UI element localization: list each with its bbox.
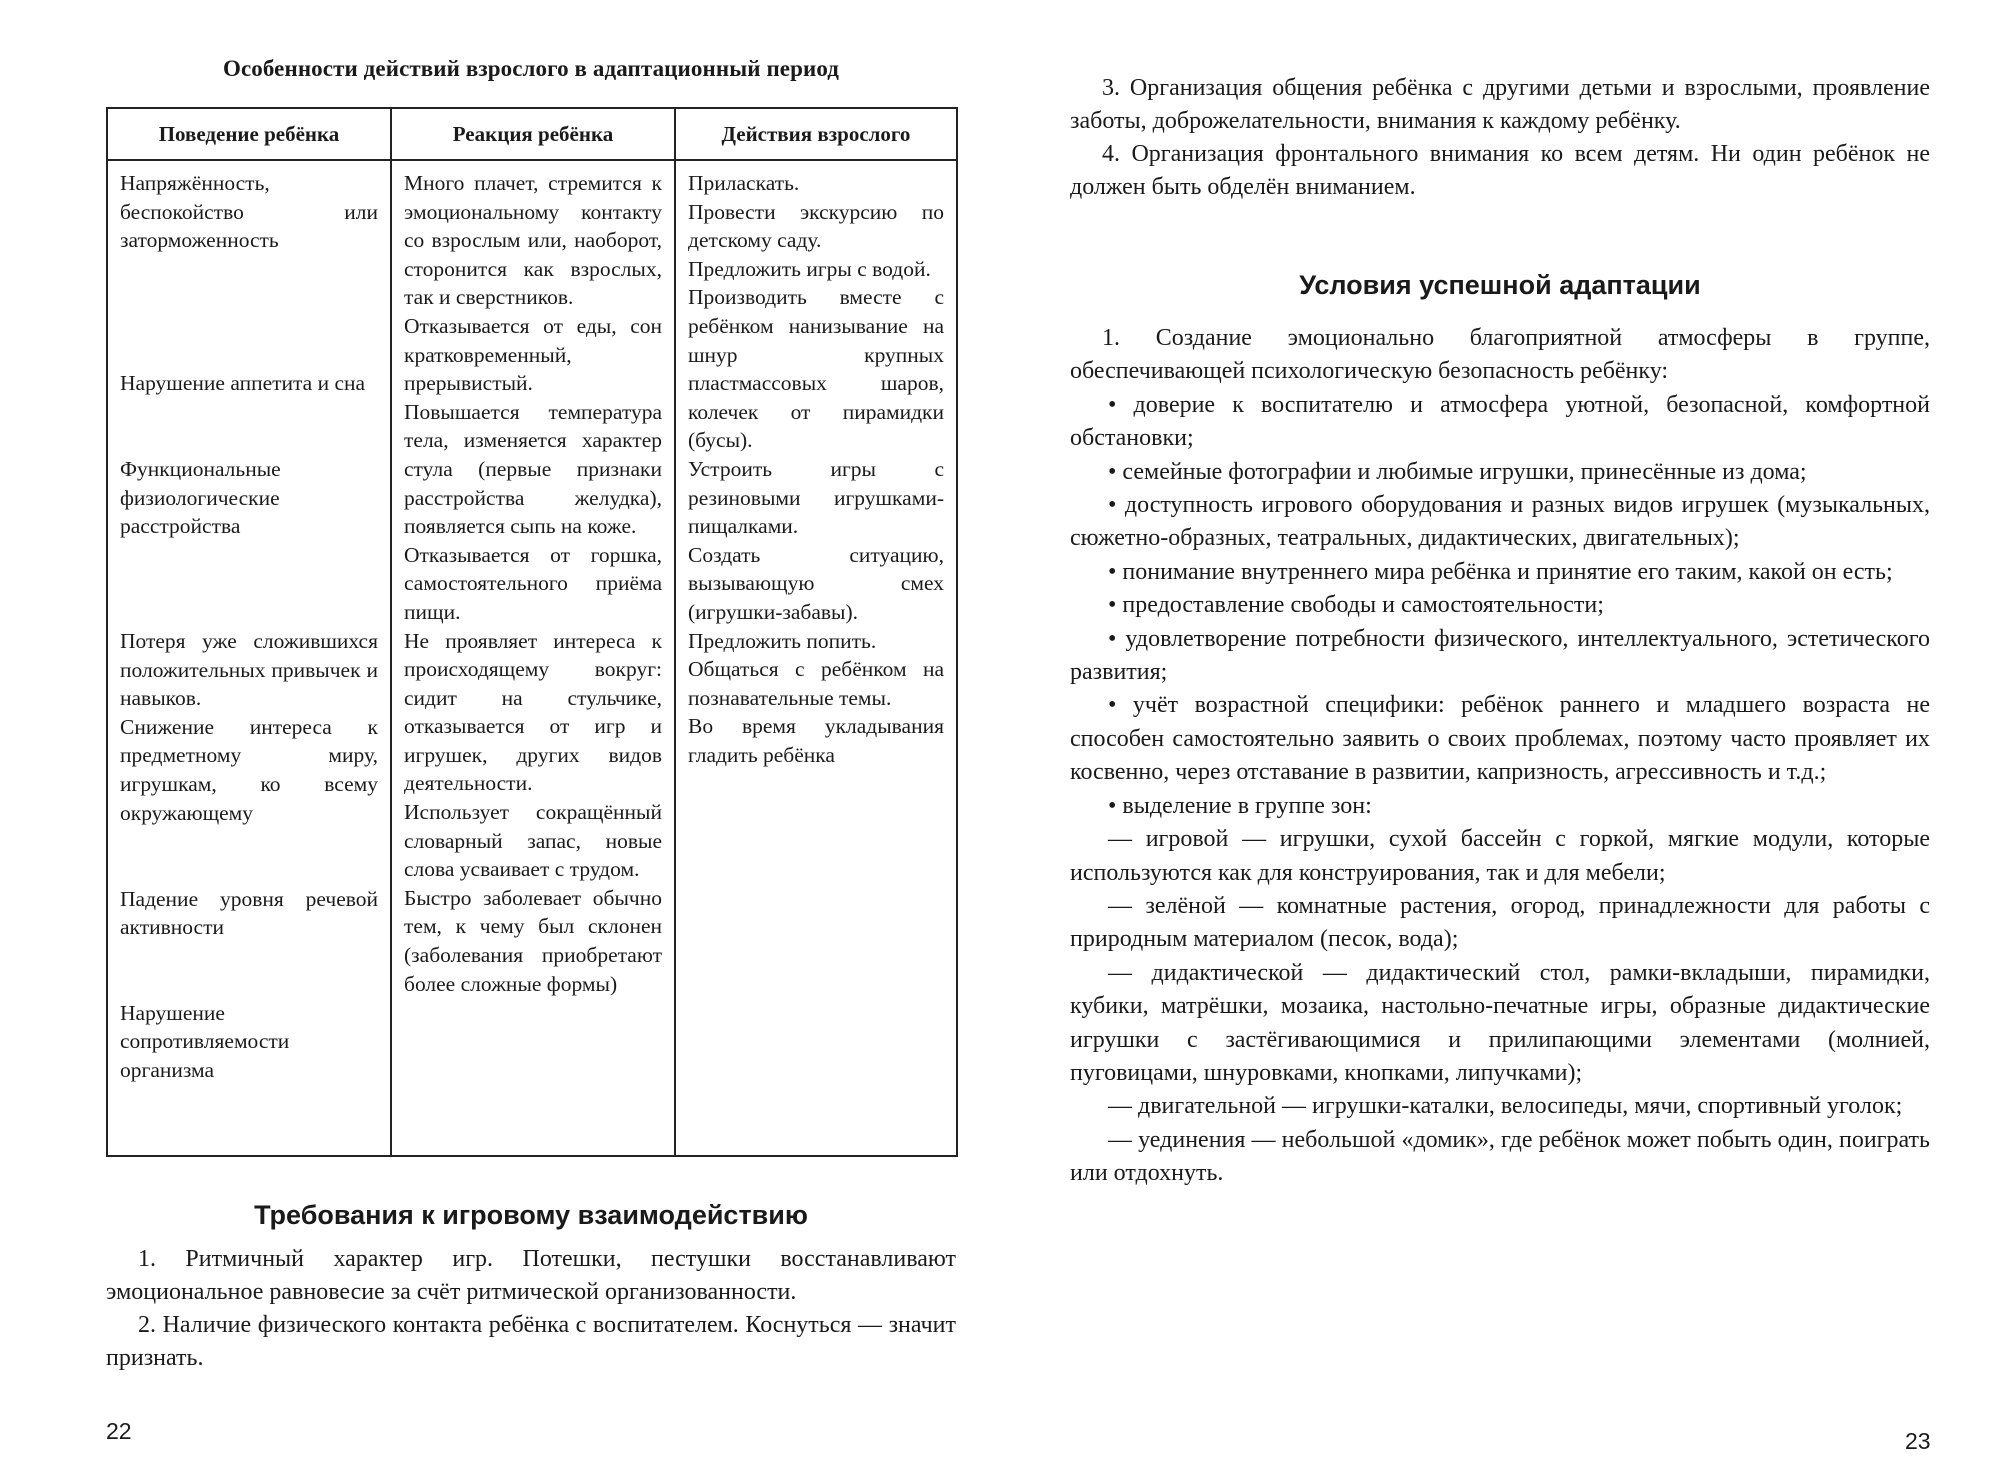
header-reaction: Реакция ребёнка (391, 108, 675, 160)
table-title: Особенности действий взрослого в адаптационный период (222, 56, 840, 81)
zone-item: — двигательной — игрушки-каталки, велосипеды, мячи, спортивный уголок; (1108, 1093, 1903, 1120)
zone-item: — дидактической — дидактический стол, рамки-вкладыши, пирамидки, кубики, матрёшки, мозаика, настольно-печатные игры, образные дидактические игрушки с застёгивающимися и прилипающими элементами (молнией, пуговицами, шнуровками, кнопками, липучками); (1070, 959, 1930, 1086)
paragraph: 3. Организация общения ребёнка с другими детьми и взрослыми, проявление заботы, доброжелательности, внимания к каждому ребёнку. (1070, 75, 1930, 134)
reaction-item: Отказывается от еды, сон кратковременный, прерывистый. (404, 313, 662, 396)
bullet-item: • учёт возрастной специфики: ребёнок раннего и младшего возраста не способен самостоятельно заявить о своих проблемах, поэтому часто проявляет их косвенно, через отставание в развитии, капризность, агрессивность и т.д.; (1070, 692, 1930, 786)
bullet-item: • удовлетворение потребности физического, интеллектуального, эстетического развития; (1070, 625, 1930, 686)
paragraph: 2. Наличие физического контакта ребёнка с воспитателем. Коснуться — значит признать. (106, 1312, 956, 1371)
behavior-item: Снижение интереса к предметному миру, игрушкам, ко всему окружающему (120, 714, 378, 825)
bullet-item: • понимание внутреннего мира ребёнка и принятие его таким, какой он есть; (1108, 558, 1893, 585)
section-heading: Условия успешной адаптации (1299, 270, 1701, 300)
page-number: 22 (106, 1418, 132, 1444)
right-page (1000, 0, 2000, 1484)
game-requirements-text (106, 1243, 956, 1375)
bullet-item: • выделение в группе зон: (1108, 792, 1372, 819)
actions-column (675, 160, 957, 1156)
action-item: Предложить попить. (688, 628, 877, 653)
section-heading: Требования к игровому взаимодействию (254, 1200, 808, 1230)
reaction-column (391, 160, 675, 1156)
bullet-item: • предоставление свободы и самостоятельности; (1108, 592, 1604, 619)
reaction-item: Не проявляет интереса к происходящему вокруг: сидит на стульчике, отказывается от игр и игрушек, других видов деятельности. (404, 628, 662, 796)
page-number: 23 (1905, 1428, 1931, 1454)
behavior-item: Нарушение сопротивляемости организма (120, 1000, 290, 1082)
behavior-item: Напряжённость, беспокойство или заторможенность (120, 171, 378, 253)
bullet-item: • доступность игрового оборудования и разных видов игрушек (музыкальных, сюжетно-образных, театральных, дидактических, двигательных); (1070, 492, 1930, 552)
bullet-item: • семейные фотографии и любимые игрушки, принесённые из дома; (1108, 458, 1807, 485)
action-item: Провести экскурсию по детскому саду. (688, 199, 944, 253)
action-item: Создать ситуацию, вызывающую смех (игрушки-забавы). (688, 542, 944, 624)
reaction-item: Много плачет, стремится к эмоциональному контакту со взрослым или, наоборот, сторонится как взрослых, так и сверстников. (404, 171, 662, 310)
behavior-item: Нарушение аппетита и сна (120, 371, 366, 395)
intro-paragraph: 1. Создание эмоционально благоприятной атмосферы в группе, обеспечивающей психологическую безопасность ребёнку: (1070, 325, 1930, 385)
action-item: Производить вместе с ребёнком нанизывание на шнур крупных пластмассовых шаров, колечек от пирамидки (бусы). (688, 285, 944, 453)
paragraph: 1. Ритмичный характер игр. Потешки, пестушки восстанавливают эмоциональное равновесие за счёт ритмической организованности. (106, 1246, 956, 1305)
bullet-item: • доверие к воспитателю и атмосфера уютной, безопасной, комфортной обстановки; (1070, 391, 1930, 452)
left-page (0, 0, 990, 1484)
reaction-item: Использует сокращённый словарный запас, новые слова усваивает с трудом. (404, 800, 662, 882)
reaction-item: Отказывается от горшка, самостоятельного приёма пищи. (404, 542, 662, 624)
header-behavior: Поведение ребёнка (107, 108, 391, 160)
continued-list (1070, 72, 1930, 204)
zone-item: — уединения — небольшой «домик», где ребёнок может побыть один, поиграть или отдохнуть. (1070, 1126, 1930, 1187)
zone-item: — зелёной — комнатные растения, огород, принадлежности для работы с природным материалом (песок, вода); (1070, 892, 1930, 953)
zone-item: — игровой — игрушки, сухой бассейн с горкой, мягкие модули, которые используются как для конструирования, так и для мебели; (1070, 826, 1930, 886)
behavior-item: Падение уровня речевой активности (120, 886, 378, 940)
action-item: Приласкать. (688, 171, 800, 195)
header-actions: Действия взрослого (675, 108, 957, 160)
action-item: Во время укладывания гладить ребёнка (688, 714, 944, 767)
reaction-item: Быстро заболевает обычно тем, к чему был склонен (заболевания приобретают более сложные формы) (404, 885, 662, 996)
action-item: Общаться с ребёнком на познавательные темы. (688, 657, 944, 710)
adaptation-table (106, 107, 958, 1157)
behavior-item: Функциональные физиологические расстройства (120, 457, 281, 539)
reaction-item: Повышается температура тела, изменяется характер стула (первые признаки расстройства желудка), появляется сыпь на коже. (404, 399, 662, 539)
behavior-item: Потеря уже сложившихся положительных привычек и навыков. (120, 629, 378, 711)
paragraph: 4. Организация фронтального внимания ко всем детям. Ни один ребёнок не должен быть обделён вниманием. (1070, 141, 1930, 200)
behavior-column (107, 160, 391, 1156)
action-item: Предложить игры с водой. (688, 256, 931, 281)
adaptation-conditions (1070, 322, 1930, 1191)
action-item: Устроить игры с резиновыми игрушками-пищалками. (688, 456, 944, 539)
